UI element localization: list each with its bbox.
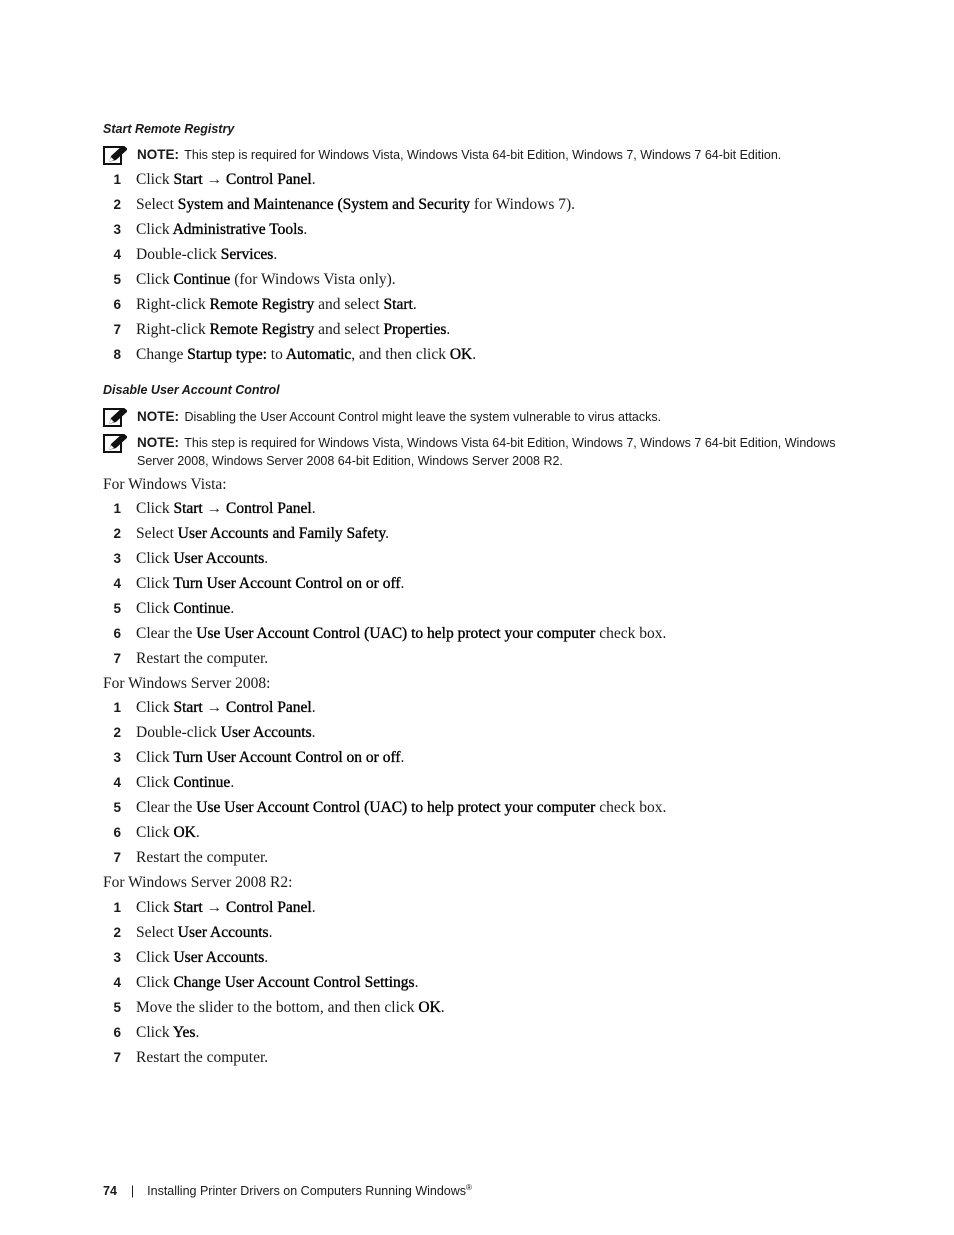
- step-text-run: .: [385, 525, 389, 542]
- step-text-run: Click: [136, 221, 173, 238]
- step-text-run: Double-click: [136, 246, 221, 263]
- step-item: [103, 997, 903, 1019]
- step-text-run: Select: [136, 924, 178, 941]
- step-text-run: .: [311, 899, 316, 916]
- step-text: [136, 897, 316, 919]
- step-text-run: Right-click: [136, 296, 210, 313]
- ui-term: Turn User Account Control on or off: [173, 575, 401, 592]
- step-text-run: .: [472, 346, 477, 363]
- ui-term: OK: [173, 824, 196, 841]
- ui-term: Administrative Tools: [172, 221, 304, 238]
- step-text-run: .: [412, 296, 417, 313]
- ui-term: Turn User Account Control on or off: [173, 749, 401, 766]
- step-text-run: →: [202, 899, 226, 916]
- step-text-run: and select: [314, 321, 384, 338]
- note-label: NOTE:: [137, 147, 179, 162]
- step-text-run: .: [446, 321, 451, 338]
- step-text: [136, 1047, 268, 1069]
- footer-separator: |: [130, 1184, 135, 1199]
- step-text-run: →: [202, 171, 226, 188]
- step-item: [103, 623, 903, 645]
- ui-term: Control Panel: [226, 899, 312, 916]
- step-text: [136, 623, 666, 645]
- ui-term: Remote Registry: [209, 296, 315, 313]
- step-text: [136, 573, 404, 595]
- step-text-run: .: [268, 924, 273, 941]
- step-text-run: Click: [136, 774, 174, 791]
- ui-term: Start: [383, 296, 413, 313]
- step-text-run: and select: [314, 296, 384, 313]
- step-text-run: check box.: [595, 625, 667, 642]
- step-item: [103, 598, 903, 620]
- ui-term: User Accounts and Family Safety: [177, 525, 386, 542]
- step-item: [103, 344, 903, 366]
- note-text: [137, 434, 857, 470]
- note-text: [137, 408, 857, 426]
- step-item: [103, 947, 903, 969]
- ui-term: Use User Account Control (UAC) to help protect your computer: [196, 625, 596, 642]
- step-item: [103, 697, 903, 719]
- step-number: 6: [113, 626, 121, 641]
- step-item: [103, 797, 903, 819]
- ui-term: Services: [220, 246, 274, 263]
- footer-title: Installing Printer Drivers on Computers Running Windows: [147, 1184, 467, 1199]
- step-number: 4: [113, 247, 121, 262]
- pencil-note-icon: [103, 146, 127, 166]
- step-item: [103, 847, 903, 869]
- step-text-run: Click: [136, 575, 174, 592]
- step-text: [136, 219, 307, 241]
- step-number: 7: [113, 322, 121, 337]
- step-number: 7: [113, 1050, 121, 1065]
- step-number: 4: [113, 775, 121, 790]
- ui-term: User Accounts: [173, 949, 265, 966]
- step-text-run: .: [230, 774, 235, 791]
- page-footer: [103, 1178, 472, 1201]
- step-item: [103, 269, 903, 291]
- intro-windows-server-2008-r2: For Windows Server 2008 R2:: [103, 874, 293, 891]
- step-number: 7: [113, 850, 121, 865]
- step-item: [103, 722, 903, 744]
- step-text: [136, 319, 450, 341]
- step-number: 6: [113, 1025, 121, 1040]
- ui-term: Control Panel: [226, 500, 312, 517]
- step-text-run: .: [400, 575, 405, 592]
- step-text: [136, 169, 316, 191]
- pencil-note-icon: [103, 408, 127, 428]
- step-item: [103, 244, 903, 266]
- step-item: [103, 319, 903, 341]
- step-text-run: Clear the: [136, 799, 197, 816]
- step-number: 5: [113, 272, 121, 287]
- step-text-run: Restart the computer.: [136, 849, 269, 866]
- step-text: [136, 772, 234, 794]
- step-text-run: Click: [136, 824, 174, 841]
- step-number: 2: [113, 725, 121, 740]
- ui-term: Start: [173, 500, 203, 517]
- step-item: [103, 1047, 903, 1069]
- ui-term: Change User Account Control Settings: [173, 974, 415, 991]
- step-text-run: Right-click: [136, 321, 210, 338]
- step-text-run: →: [202, 699, 226, 716]
- step-text-run: Click: [136, 1024, 173, 1041]
- step-text: [136, 972, 418, 994]
- step-item: [103, 219, 903, 241]
- ui-term: Automatic: [285, 346, 352, 363]
- step-number: 7: [113, 651, 121, 666]
- step-text: [136, 294, 417, 316]
- step-item: [103, 573, 903, 595]
- step-text-run: .: [273, 246, 278, 263]
- step-text: [136, 648, 268, 670]
- step-number: 2: [113, 526, 121, 541]
- ui-term: System and Maintenance (System and Security: [177, 196, 471, 213]
- step-item: [103, 747, 903, 769]
- step-text: [136, 697, 316, 719]
- step-item: [103, 548, 903, 570]
- step-text-run: Click: [136, 699, 174, 716]
- step-number: 1: [113, 172, 121, 187]
- step-number: 3: [113, 222, 121, 237]
- step-number: 5: [113, 601, 121, 616]
- section-heading-uac: Disable User Account Control: [103, 383, 280, 397]
- step-text: [136, 847, 268, 869]
- intro-windows-vista: For Windows Vista:: [103, 476, 227, 493]
- step-number: 3: [113, 750, 121, 765]
- step-text: [136, 722, 316, 744]
- note-body: This step is required for Windows Vista, Windows Vista 64-bit Edition, Windows 7, Windows 7 64-bit Edition.: [184, 148, 782, 162]
- ui-term: Continue: [173, 271, 231, 288]
- step-number: 8: [113, 347, 121, 362]
- step-item: [103, 1022, 903, 1044]
- step-number: 2: [113, 925, 121, 940]
- step-text-run: Click: [136, 550, 174, 567]
- step-text-run: to: [266, 346, 286, 363]
- note-label: NOTE:: [137, 435, 179, 450]
- step-text-run: .: [264, 550, 269, 567]
- step-text-run: Move the slider to the bottom, and then click: [136, 999, 419, 1016]
- step-item: [103, 897, 903, 919]
- step-text: [136, 344, 476, 366]
- step-text-run: .: [303, 221, 308, 238]
- step-text: [136, 922, 272, 944]
- step-text-run: Restart the computer.: [136, 650, 269, 667]
- step-text-run: for Windows 7).: [470, 196, 576, 213]
- step-text-run: .: [311, 699, 316, 716]
- ui-term: Startup type:: [187, 346, 267, 363]
- step-text: [136, 548, 268, 570]
- step-text: [136, 1022, 199, 1044]
- step-text-run: Select: [136, 196, 178, 213]
- step-text: [136, 947, 268, 969]
- ui-term: Start: [173, 171, 203, 188]
- ui-term: Use User Account Control (UAC) to help protect your computer: [196, 799, 596, 816]
- step-text-run: Click: [136, 749, 174, 766]
- ui-term: User Accounts: [173, 550, 265, 567]
- step-text-run: Select: [136, 525, 178, 542]
- step-text-run: .: [440, 999, 445, 1016]
- step-number: 3: [113, 551, 121, 566]
- ui-term: User Accounts: [220, 724, 312, 741]
- step-text-run: .: [311, 500, 316, 517]
- step-item: [103, 498, 903, 520]
- step-number: 3: [113, 950, 121, 965]
- step-item: [103, 772, 903, 794]
- note-text: [137, 146, 857, 164]
- step-item: [103, 922, 903, 944]
- step-text: [136, 523, 389, 545]
- step-text: [136, 822, 200, 844]
- ui-term: Control Panel: [226, 171, 312, 188]
- ui-term: Yes: [172, 1024, 196, 1041]
- step-text-run: .: [311, 171, 316, 188]
- step-number: 5: [113, 1000, 121, 1015]
- step-text-run: Double-click: [136, 724, 221, 741]
- step-text-run: Clear the: [136, 625, 197, 642]
- step-number: 1: [113, 700, 121, 715]
- step-text-run: (for Windows Vista only).: [230, 271, 396, 288]
- ui-term: User Accounts: [177, 924, 269, 941]
- step-number: 1: [113, 900, 121, 915]
- step-text-run: Click: [136, 500, 174, 517]
- ui-term: OK: [418, 999, 441, 1016]
- step-text: [136, 997, 445, 1019]
- note-body: Disabling the User Account Control might leave the system vulnerable to virus attacks.: [184, 410, 662, 424]
- ui-term: Properties: [383, 321, 447, 338]
- step-number: 6: [113, 825, 121, 840]
- step-text-run: .: [230, 600, 235, 617]
- step-text-run: Restart the computer.: [136, 1049, 269, 1066]
- step-text: [136, 747, 404, 769]
- step-text: [136, 797, 666, 819]
- step-item: [103, 169, 903, 191]
- section-heading-remote-registry: Start Remote Registry: [103, 122, 235, 136]
- step-number: 5: [113, 800, 121, 815]
- step-item: [103, 294, 903, 316]
- step-text-run: Change: [136, 346, 188, 363]
- step-number: 1: [113, 501, 121, 516]
- ui-term: Control Panel: [226, 699, 312, 716]
- step-item: [103, 972, 903, 994]
- ui-term: Start: [173, 899, 203, 916]
- step-text-run: .: [311, 724, 316, 741]
- step-number: 6: [113, 297, 121, 312]
- step-text-run: check box.: [595, 799, 667, 816]
- note-label: NOTE:: [137, 409, 179, 424]
- intro-windows-server-2008: For Windows Server 2008:: [103, 675, 271, 692]
- step-text-run: Click: [136, 171, 174, 188]
- step-text-run: Click: [136, 271, 174, 288]
- step-item: [103, 822, 903, 844]
- step-item: [103, 194, 903, 216]
- page-number: 74: [103, 1184, 117, 1199]
- step-text-run: .: [414, 974, 419, 991]
- step-item: [103, 523, 903, 545]
- step-text-run: Click: [136, 899, 174, 916]
- step-text-run: .: [264, 949, 269, 966]
- step-text: [136, 244, 277, 266]
- step-number: 4: [113, 576, 121, 591]
- step-text-run: Click: [136, 974, 174, 991]
- ui-term: OK: [449, 346, 473, 363]
- step-text-run: Click: [136, 600, 174, 617]
- step-text-run: →: [202, 500, 226, 517]
- ui-term: Remote Registry: [209, 321, 315, 338]
- note-body: This step is required for Windows Vista, Windows Vista 64-bit Edition, Windows 7, Windows 7 64-bit Edition, Windows Server 2008, Windows Server 2008 64-bit Edition, Windows Server 2008 R2.: [137, 436, 836, 468]
- step-text-run: .: [195, 824, 200, 841]
- ui-term: Start: [173, 699, 203, 716]
- ui-term: Continue: [173, 774, 231, 791]
- step-item: [103, 648, 903, 670]
- step-number: 2: [113, 197, 121, 212]
- step-text-run: , and then click: [351, 346, 450, 363]
- step-text: [136, 269, 396, 291]
- step-text: [136, 598, 234, 620]
- step-text: [136, 498, 316, 520]
- step-text-run: .: [400, 749, 405, 766]
- ui-term: Continue: [173, 600, 231, 617]
- step-number: 4: [113, 975, 121, 990]
- registered-mark: ®: [466, 1183, 472, 1192]
- step-text-run: .: [195, 1024, 200, 1041]
- pencil-note-icon: [103, 434, 127, 454]
- step-text: [136, 194, 575, 216]
- step-text-run: Click: [136, 949, 174, 966]
